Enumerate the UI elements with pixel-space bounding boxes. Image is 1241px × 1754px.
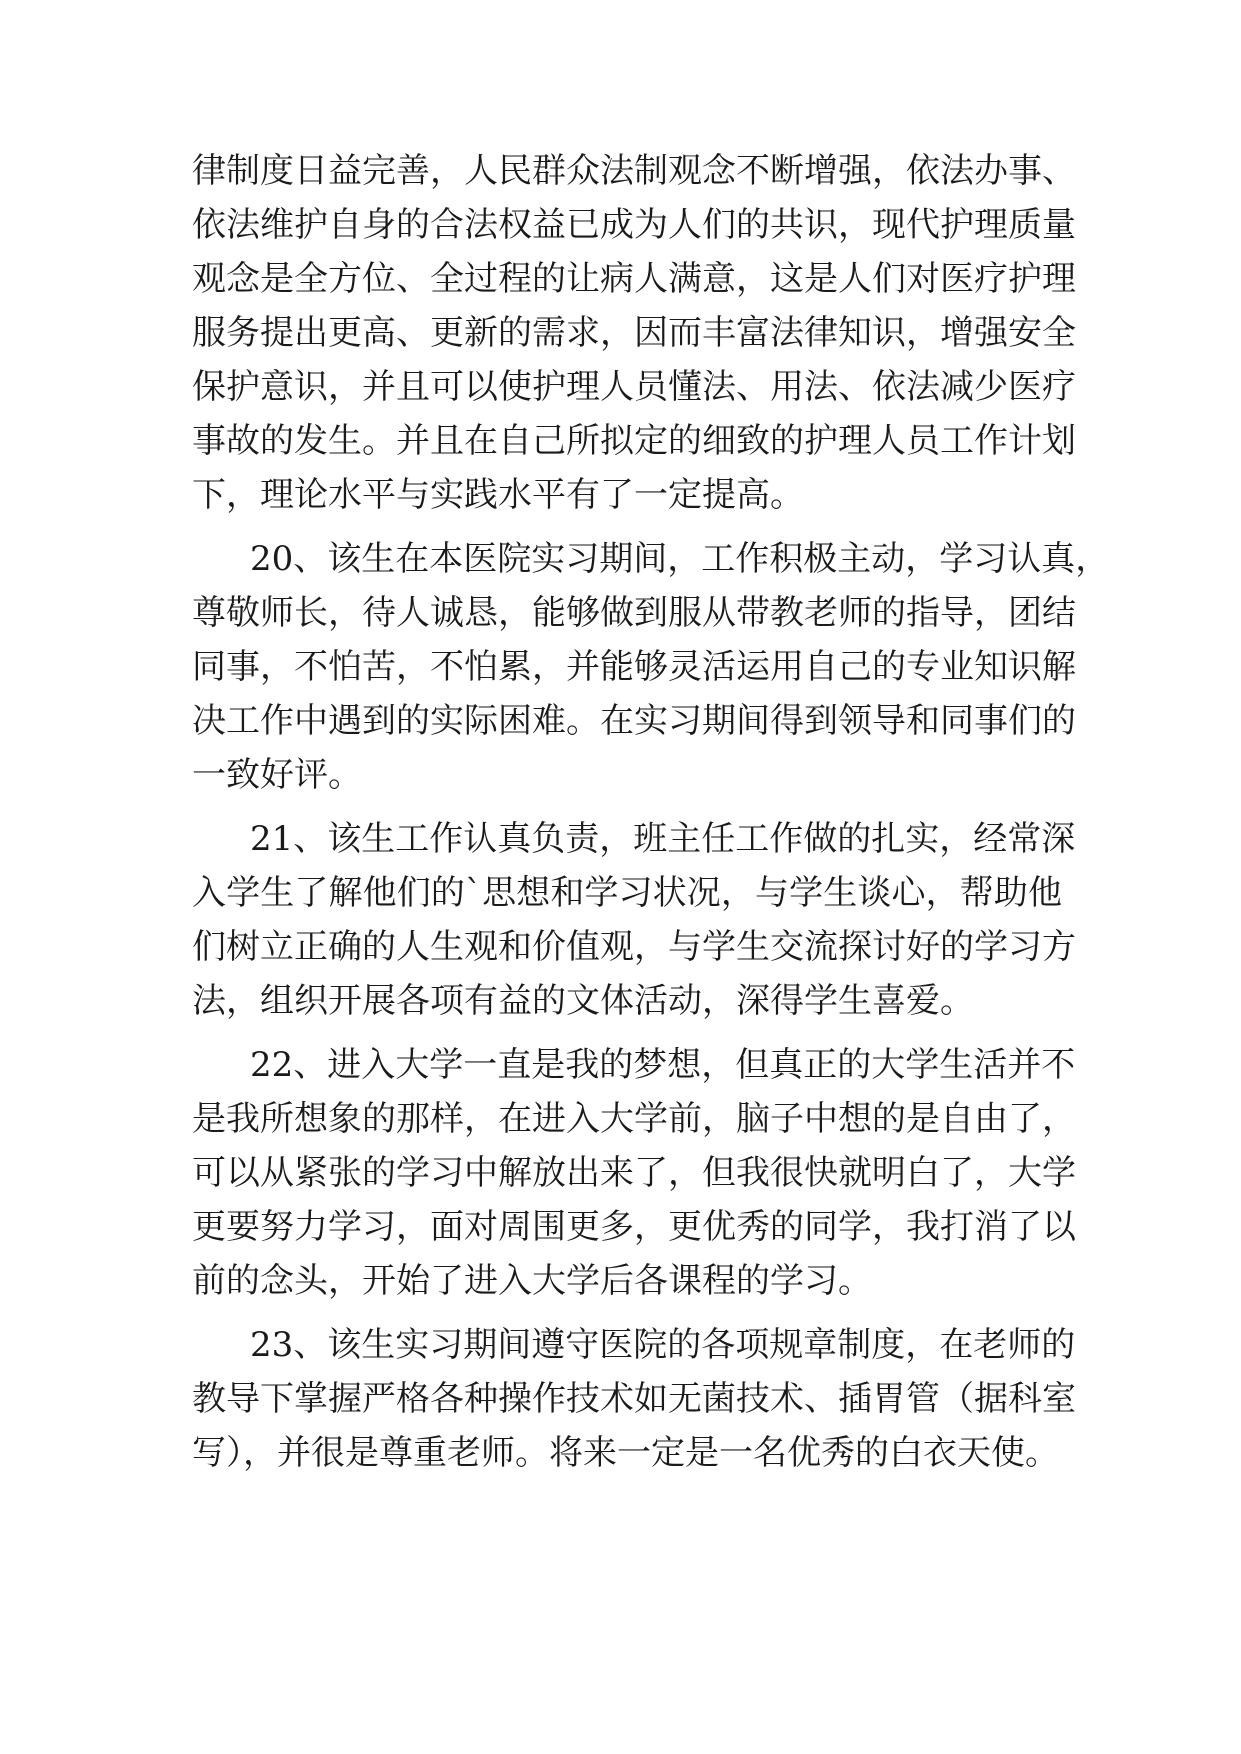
- text-line: 们树立正确的人生观和价值观，与学生交流探讨好的学习方: [192, 927, 1076, 967]
- text-line: 入学生了解他们的`思想和学习状况，与学生谈心，帮助他: [192, 873, 1062, 913]
- text-line: 教导下掌握严格各种操作技术如无菌技术、插胃管（据科室: [192, 1379, 1076, 1419]
- text-line: 依法维护自身的合法权益已成为人们的共识，现代护理质量: [192, 205, 1076, 245]
- text-line: 是我所想象的那样，在进入大学前，脑子中想的是自由了，: [192, 1099, 1076, 1139]
- text-line: 事故的发生。并且在自己所拟定的细致的护理人员工作计划: [192, 421, 1076, 461]
- text-line: 更要努力学习，面对周围更多，更优秀的同学，我打消了以: [192, 1207, 1076, 1247]
- text-line: 一致好评。: [192, 755, 362, 795]
- text-line: 可以从紧张的学习中解放出来了，但我很快就明白了，大学: [192, 1153, 1076, 1193]
- paragraph-start-line: 21、该生工作认真负责，班主任工作做的扎实，经常深: [250, 819, 1076, 859]
- text-line: 律制度日益完善，人民群众法制观念不断增强，依法办事、: [192, 151, 1076, 191]
- paragraph-start-line: 23、该生实习期间遵守医院的各项规章制度，在老师的: [250, 1325, 1076, 1365]
- text-line: 观念是全方位、全过程的让病人满意，这是人们对医疗护理: [192, 259, 1076, 299]
- text-line: 同事，不怕苦，不怕累，并能够灵活运用自己的专业知识解: [192, 647, 1076, 687]
- text-line: 尊敬师长，待人诚恳，能够做到服从带教老师的指导，团结: [192, 593, 1076, 633]
- text-line: 下，理论水平与实践水平有了一定提高。: [192, 475, 804, 515]
- text-line: 保护意识，并且可以使护理人员懂法、用法、依法减少医疗: [192, 367, 1076, 407]
- text-line: 服务提出更高、更新的需求，因而丰富法律知识，增强安全: [192, 313, 1076, 353]
- paragraph-start-line: 20、该生在本医院实习期间，工作积极主动，学习认真，: [250, 539, 1110, 579]
- paragraph-start-line: 22、进入大学一直是我的梦想，但真正的大学生活并不: [250, 1045, 1076, 1085]
- text-line: 法，组织开展各项有益的文体活动，深得学生喜爱。: [192, 981, 974, 1021]
- text-line: 决工作中遇到的实际困难。在实习期间得到领导和同事们的: [192, 701, 1076, 741]
- text-line: 前的念头，开始了进入大学后各课程的学习。: [192, 1261, 872, 1301]
- text-line: 写），并很是尊重老师。将来一定是一名优秀的白衣天使。: [192, 1433, 1059, 1473]
